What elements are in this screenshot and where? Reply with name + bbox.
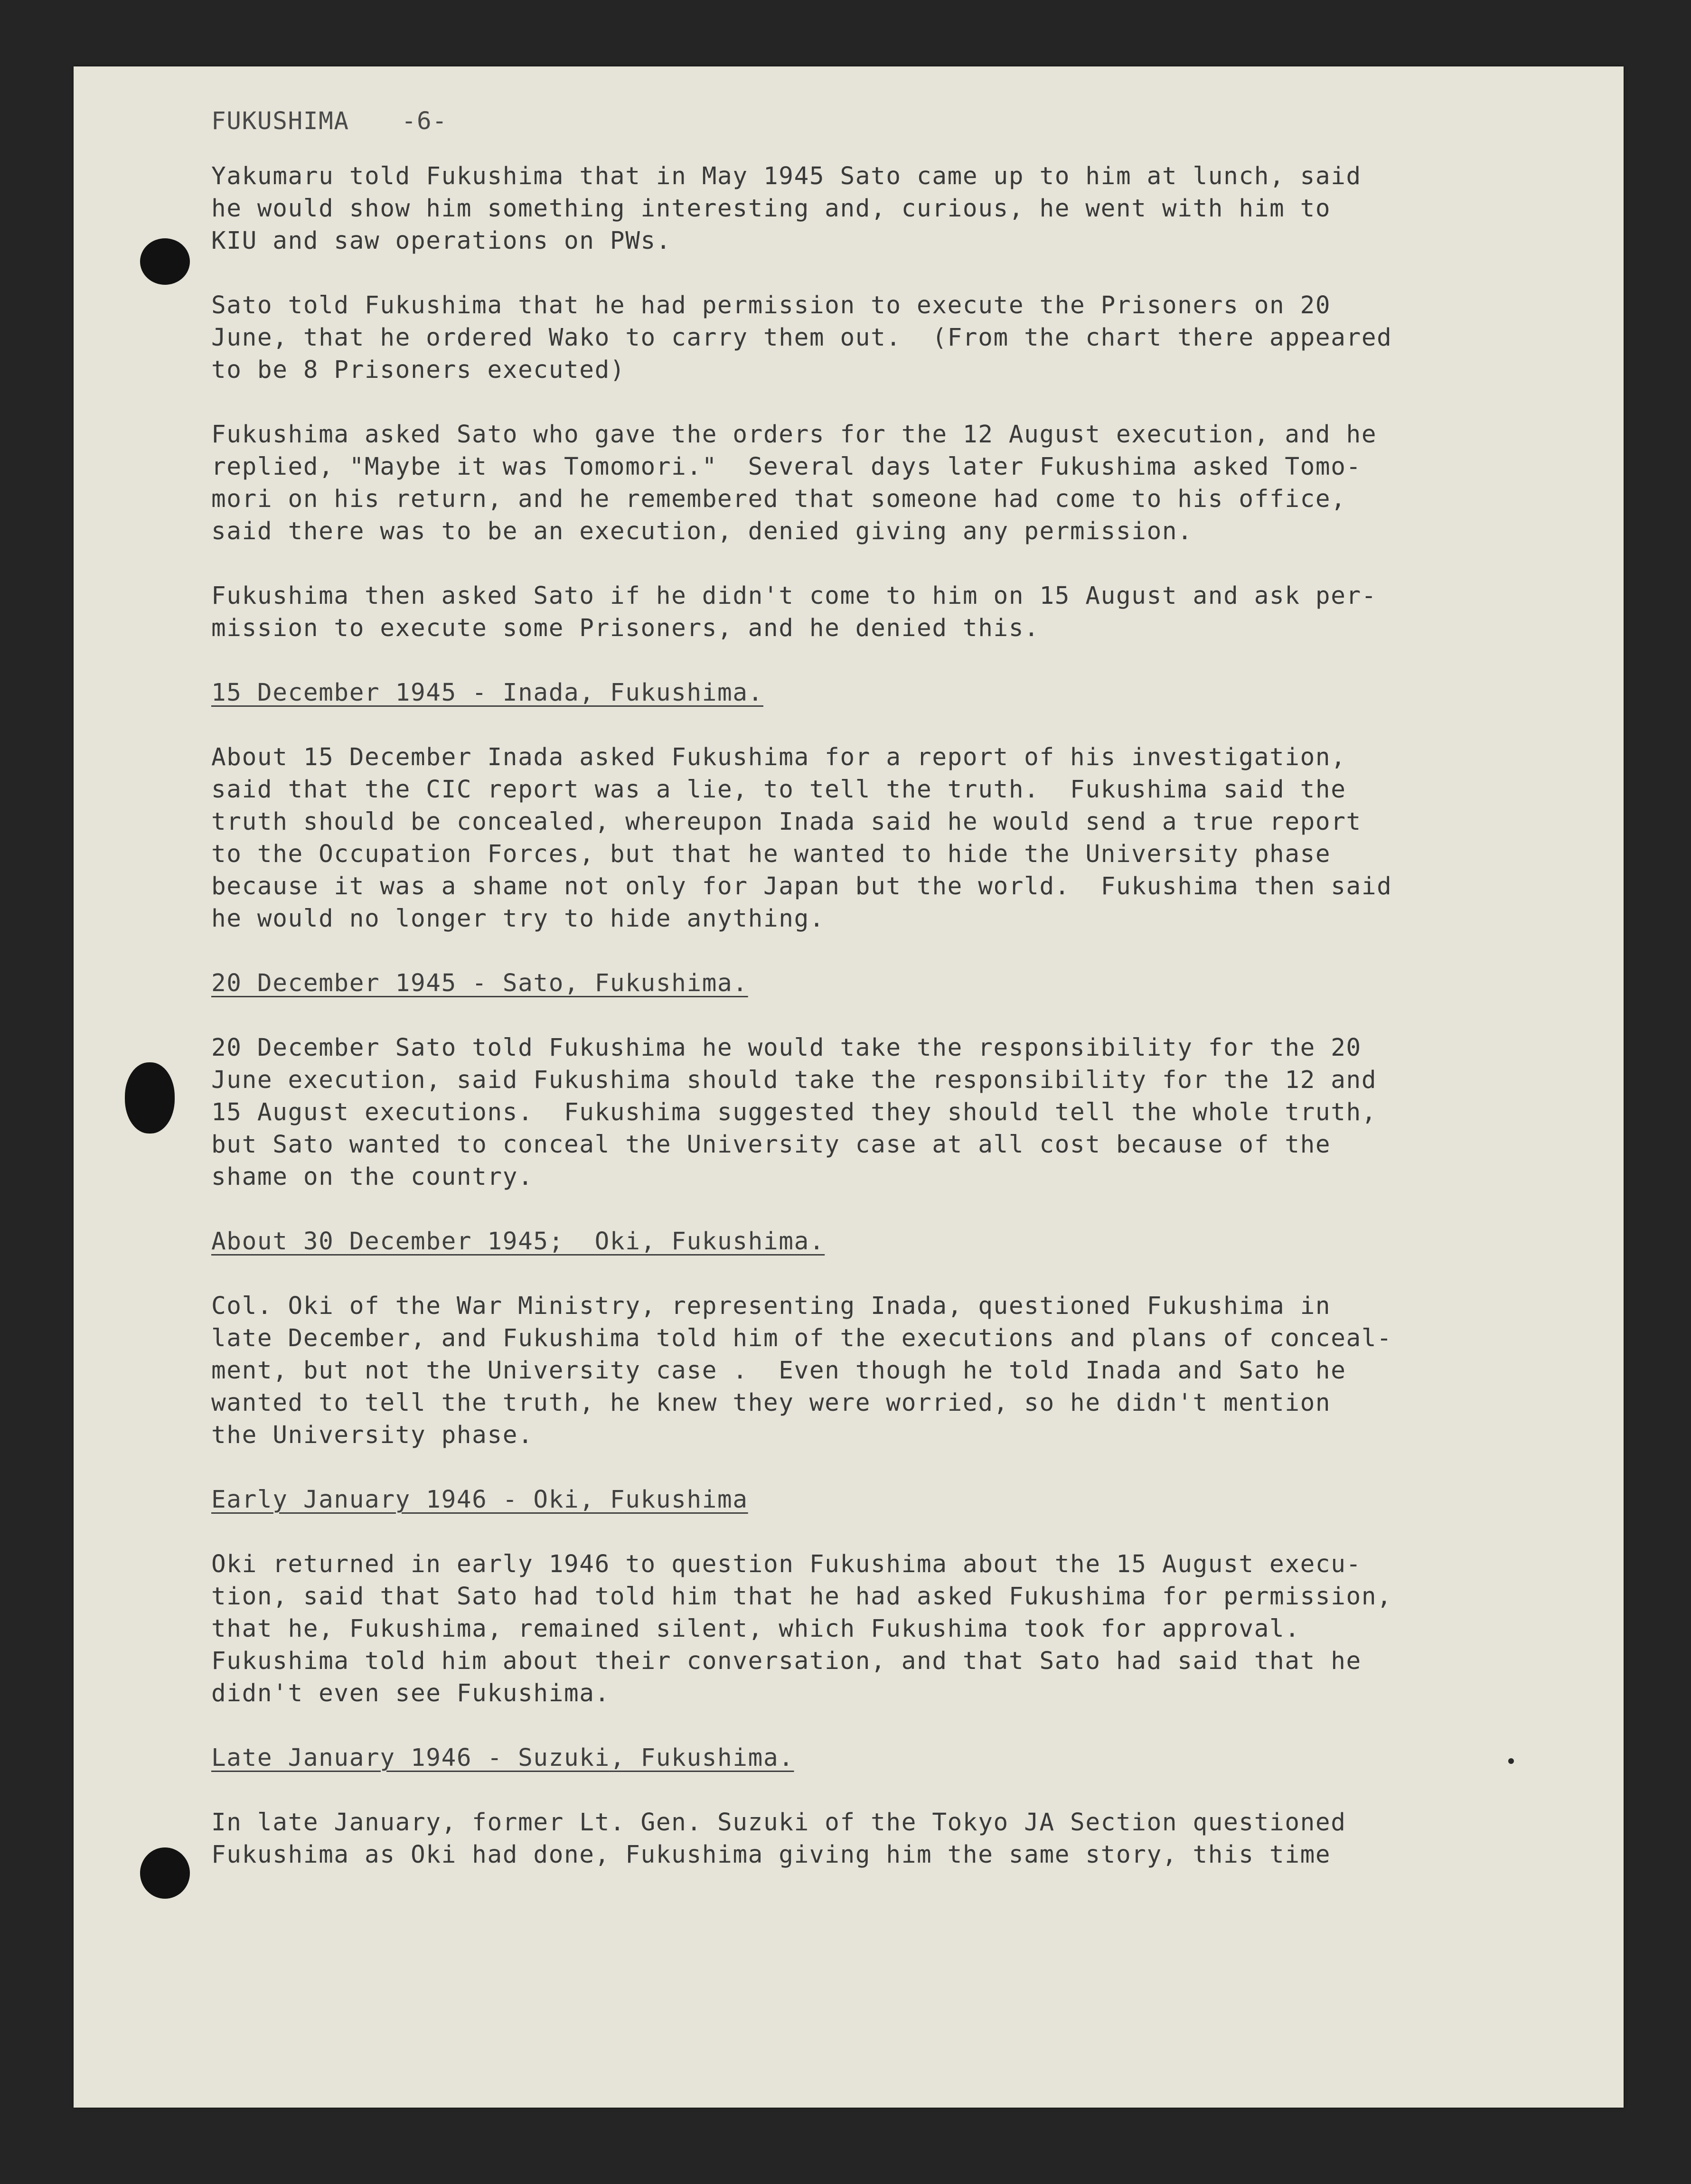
punch-hole-top: [140, 238, 190, 285]
paragraph: [211, 741, 1541, 935]
text-line: Sato told Fukushima that he had permission to execute the Prisoners on 20: [211, 291, 1331, 319]
paragraph: [211, 1290, 1541, 1452]
text-line: because it was a shame not only for Japan but the world. Fukushima then said: [211, 872, 1392, 900]
text-line: truth should be concealed, whereupon Inada said he would send a true report: [211, 808, 1362, 836]
section-heading: Early January 1946 - Oki, Fukushima: [211, 1486, 748, 1514]
text-line: 15 August executions. Fukushima suggested they should tell the whole truth,: [211, 1098, 1377, 1126]
paragraph: [211, 580, 1541, 645]
text-line: the University phase.: [211, 1421, 534, 1449]
page-header: [211, 105, 1541, 138]
text-line: said there was to be an execution, denied giving any permission.: [211, 517, 1193, 545]
page-number: -6-: [401, 107, 448, 135]
text-line: Oki returned in early 1946 to question Fukushima about the 15 August execu-: [211, 1550, 1362, 1578]
text-line: mori on his return, and he remembered that someone had come to his office,: [211, 485, 1346, 513]
text-line: June, that he ordered Wako to carry them out. (From the chart there appeared: [211, 324, 1392, 352]
text-line: About 15 December Inada asked Fukushima for a report of his investigation,: [211, 743, 1346, 771]
text-line: but Sato wanted to conceal the University case at all cost because of the: [211, 1131, 1331, 1159]
section-heading: Late January 1946 - Suzuki, Fukushima.: [211, 1744, 794, 1772]
text-line: KIU and saw operations on PWs.: [211, 227, 672, 255]
paragraph: [211, 290, 1541, 386]
text-line: Fukushima told him about their conversation, and that Sato had said that he: [211, 1647, 1362, 1675]
text-line: tion, said that Sato had told him that he had asked Fukushima for permission,: [211, 1583, 1392, 1611]
section-heading: 15 December 1945 - Inada, Fukushima.: [211, 679, 763, 707]
text-line: 20 December Sato told Fukushima he would take the responsibility for the 20: [211, 1034, 1362, 1062]
text-line: replied, "Maybe it was Tomomori." Several days later Fukushima asked Tomo-: [211, 453, 1362, 481]
text-line: Fukushima asked Sato who gave the orders for the 12 August execution, and he: [211, 421, 1377, 449]
section-heading: About 30 December 1945; Oki, Fukushima.: [211, 1228, 825, 1256]
section-heading: 20 December 1945 - Sato, Fukushima.: [211, 969, 748, 997]
text-line: ment, but not the University case . Even though he told Inada and Sato he: [211, 1357, 1346, 1385]
text-line: Fukushima then asked Sato if he didn't come to him on 15 August and ask per-: [211, 582, 1377, 610]
text-line: shame on the country.: [211, 1163, 534, 1191]
paragraph: [211, 160, 1541, 257]
document-body: [211, 105, 1541, 1903]
paragraph: [211, 1807, 1541, 1871]
text-line: to be 8 Prisoners executed): [211, 356, 626, 384]
punch-hole-middle: [125, 1062, 175, 1134]
text-line: late December, and Fukushima told him of the executions and plans of conceal-: [211, 1324, 1392, 1352]
text-line: wanted to tell the truth, he knew they were worried, so he didn't mention: [211, 1389, 1331, 1417]
text-line: June execution, said Fukushima should take the responsibility for the 12 and: [211, 1066, 1377, 1094]
text-line: to the Occupation Forces, but that he wanted to hide the University phase: [211, 840, 1331, 868]
text-line: he would show him something interesting and, curious, he went with him to: [211, 195, 1331, 223]
punch-hole-bottom: [140, 1847, 190, 1899]
text-line: Col. Oki of the War Ministry, representing Inada, questioned Fukushima in: [211, 1292, 1331, 1320]
text-line: mission to execute some Prisoners, and he denied this.: [211, 614, 1040, 642]
header-name: FUKUSHIMA: [211, 107, 349, 135]
text-line: Yakumaru told Fukushima that in May 1945 Sato came up to him at lunch, said: [211, 162, 1362, 190]
text-line: Fukushima as Oki had done, Fukushima giving him the same story, this time: [211, 1841, 1331, 1869]
paragraph: [211, 419, 1541, 548]
text-line: In late January, former Lt. Gen. Suzuki of the Tokyo JA Section questioned: [211, 1809, 1346, 1837]
paragraph: [211, 1032, 1541, 1193]
text-line: he would no longer try to hide anything.: [211, 905, 825, 933]
text-line: didn't even see Fukushima.: [211, 1679, 610, 1707]
text-line: said that the CIC report was a lie, to tell the truth. Fukushima said the: [211, 776, 1346, 804]
paragraph: [211, 1548, 1541, 1710]
text-line: that he, Fukushima, remained silent, which Fukushima took for approval.: [211, 1615, 1300, 1643]
